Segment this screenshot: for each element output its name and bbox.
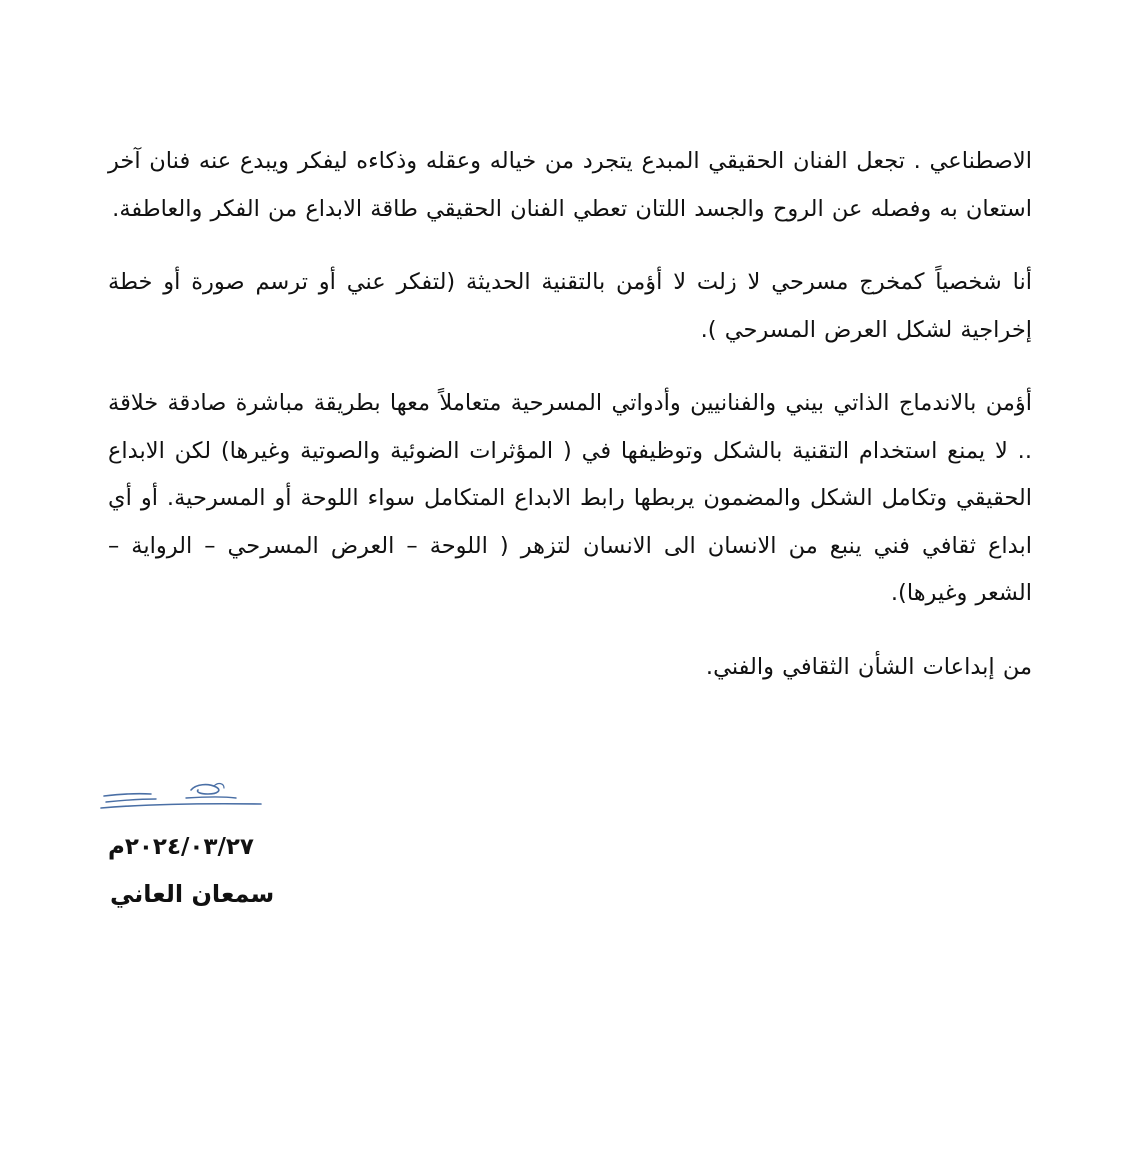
closing-line: من إبداعات الشأن الثقافي والفني. bbox=[705, 653, 1032, 680]
signature-name: سمعان العاني bbox=[110, 880, 275, 908]
signature-date: ٢٠٢٤/٠٣/٢٧م bbox=[108, 834, 254, 860]
document-body bbox=[108, 138, 1032, 717]
paragraph-2: أنا شخصياً كمخرج مسرحي لا زلت لا أؤمن بالتقنية الحديثة (لتفكر عني أو ترسم صورة أو خطة إخراجية لشكل العرض المسرحي ). bbox=[108, 269, 1032, 343]
paragraph-1: الاصطناعي . تجعل الفنان الحقيقي المبدع يتجرد من خياله وعقله وذكاءه ليفكر ويبدع عنه فنان آخر استعان به وفصله عن الروح والجسد اللتان تعطي الفنان الحقيقي طاقة الابداع من الفكر والعاطفة. bbox=[108, 148, 1032, 222]
handwritten-signature-icon bbox=[96, 778, 266, 818]
paragraph-3: أؤمن بالاندماج الذاتي بيني والفنانيين وأدواتي المسرحية متعاملاً معها بطريقة مباشرة صادقة خلاقة .. لا يمنع استخدام التقنية بالشكل وتوظيفها في ( المؤثرات الضوئية والصوتية وغيرها) لكن الابداع الحقيقي وتكامل الشكل والمضمون يربطها رابط الابداع المتكامل سواء اللوحة أو المسرحية. أو أي ابداع ثقافي فني ينبع من الانسان الى الانسان لتزهر ( اللوحة – العرض المسرحي – الرواية – الشعر وغيرها). bbox=[108, 390, 1032, 606]
